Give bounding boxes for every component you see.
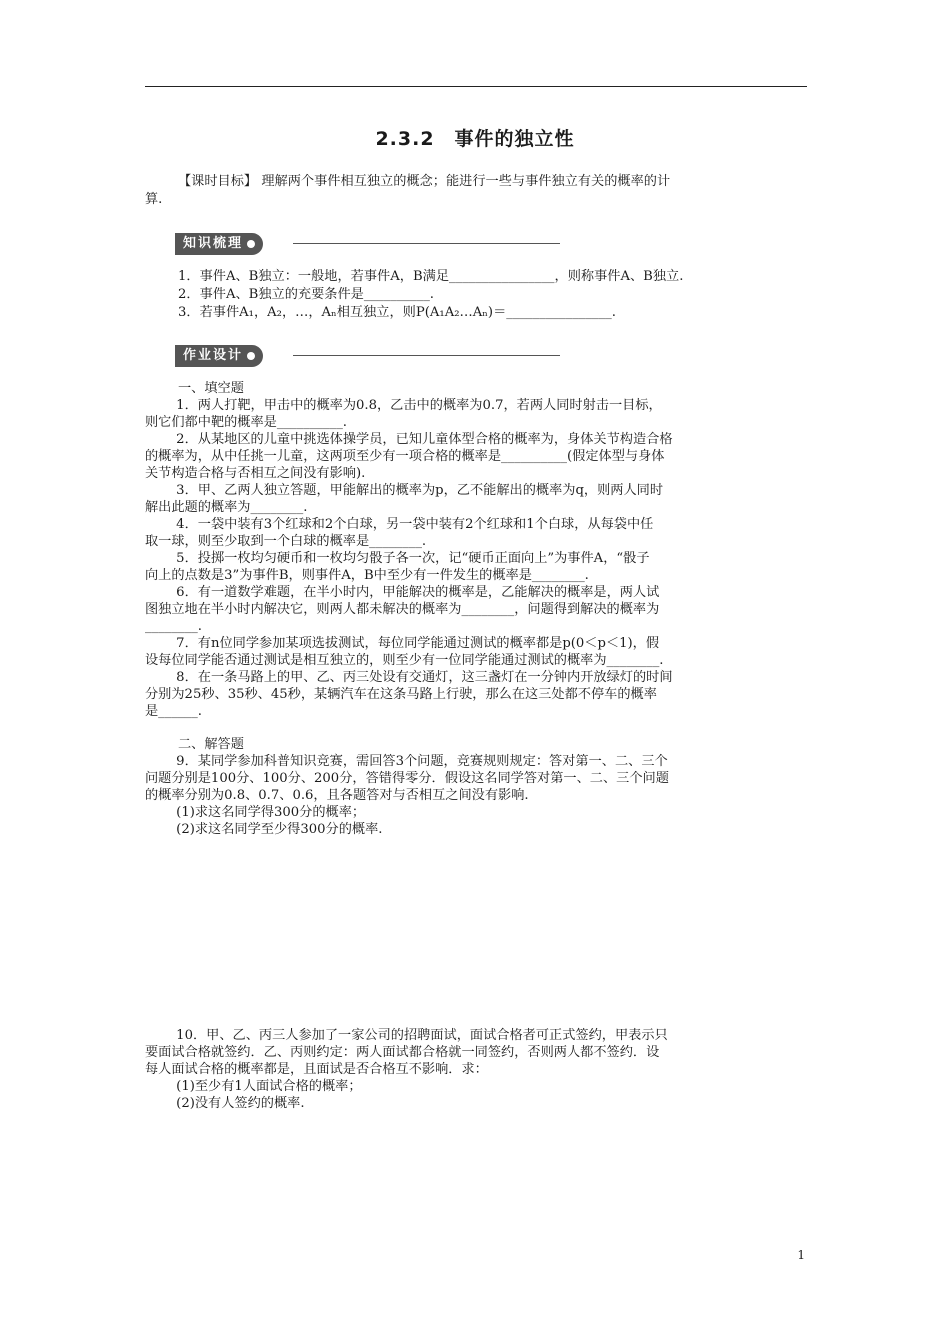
part1-heading: 一、填空题 — [178, 381, 244, 396]
bullet-dot-icon — [247, 352, 255, 360]
q8-line-3: 是______. — [145, 704, 202, 719]
section-label-homework: 作业设计 — [175, 345, 263, 367]
q2-line-1: 2．从某地区的儿童中挑选体操学员，已知儿童体型合格的概率为，身体关节构造合格 — [163, 432, 673, 447]
objective-line-1: 【课时目标】 理解两个事件相互独立的概念；能进行一些与事件独立有关的概率的计 — [178, 174, 671, 189]
q4-line-2: 取一球，则至少取到一个白球的概率是________. — [145, 534, 427, 549]
q9-sub-2: (2)求这名同学至少得300分的概率. — [163, 822, 383, 837]
q6-line-2: 图独立地在半小时内解决它，则两人都未解决的概率为________，问题得到解决的概率为 — [145, 602, 660, 617]
q5-line-1: 5．投掷一枚均匀硬币和一枚均匀骰子各一次，记“硬币正面向上”为事件A，“骰子 — [163, 551, 650, 566]
q3-line-1: 3．甲、乙两人独立答题，甲能解出的概率为p，乙不能解出的概率为q，则两人同时 — [163, 483, 664, 498]
knowledge-item-2: 2．事件A、B独立的充要条件是__________. — [178, 287, 434, 302]
q1-line-1: 1．两人打靶，甲击中的概率为0.8，乙击中的概率为0.7，若两人同时射击一目标， — [163, 398, 662, 413]
page-title: 2.3.2 事件的独立性 — [375, 128, 575, 150]
knowledge-item-1: 1．事件A、B独立：一般地，若事件A，B满足________________，则称事件A、B独立. — [178, 269, 684, 284]
part2-heading: 二、解答题 — [178, 737, 244, 752]
section-band-knowledge — [175, 233, 560, 255]
bullet-dot-icon — [247, 240, 255, 248]
objective-line-2: 算. — [145, 192, 163, 207]
q2-line-2: 的概率为，从中任挑一儿童，这两项至少有一项合格的概率是__________(假定体型与身体 — [145, 449, 665, 464]
q4-line-1: 4．一袋中装有3个红球和2个白球，另一袋中装有2个红球和1个白球，从每袋中任 — [163, 517, 654, 532]
section-band-homework — [175, 345, 560, 367]
q6-line-3: ________. — [145, 619, 202, 634]
q10-sub-1: (1)至少有1人面试合格的概率； — [163, 1079, 362, 1094]
q1-line-2: 则它们都中靶的概率是__________. — [145, 415, 348, 430]
q7-line-1: 7．有n位同学参加某项选拔测试，每位同学能通过测试的概率都是p(0＜p＜1)，假 — [163, 636, 660, 651]
header-rule — [145, 86, 807, 87]
q3-line-2: 解出此题的概率为________. — [145, 500, 308, 515]
q6-line-1: 6．有一道数学难题，在半小时内，甲能解决的概率是，乙能解决的概率是，两人试 — [163, 585, 660, 600]
q8-line-1: 8．在一条马路上的甲、乙、丙三处设有交通灯，这三盏灯在一分钟内开放绿灯的时间 — [163, 670, 673, 685]
q10-line-1: 10．甲、乙、丙三人参加了一家公司的招聘面试，面试合格者可正式签约，甲表示只 — [163, 1028, 668, 1043]
q9-line-2: 问题分别是100分、100分、200分，答错得零分．假设这名同学答对第一、二、三个问题 — [145, 771, 669, 786]
q7-line-2: 设每位同学能否通过测试是相互独立的，则至少有一位同学能通过测试的概率为________. — [145, 653, 664, 668]
q10-sub-2: (2)没有人签约的概率. — [163, 1096, 305, 1111]
q8-line-2: 分别为25秒、35秒、45秒，某辆汽车在这条马路上行驶，那么在这三处都不停车的概率 — [145, 687, 657, 702]
page-number: 1 — [797, 1248, 805, 1262]
knowledge-item-3: 3．若事件A₁，A₂，…，Aₙ相互独立，则P(A₁A₂…Aₙ)＝________________. — [178, 305, 616, 320]
q9-line-1: 9．某同学参加科普知识竞赛，需回答3个问题，竞赛规则规定：答对第一、二、三个 — [163, 754, 668, 769]
q10-line-3: 每人面试合格的概率都是，且面试是否合格互不影响．求： — [145, 1062, 488, 1077]
q9-line-3: 的概率分别为0.8、0.7、0.6，且各题答对与否相互之间没有影响. — [145, 788, 529, 803]
q5-line-2: 向上的点数是3”为事件B，则事件A，B中至少有一件发生的概率是________. — [145, 568, 589, 583]
q2-line-3: 关节构造合格与否相互之间没有影响). — [145, 466, 366, 481]
q10-line-2: 要面试合格就签约．乙、丙则约定：两人面试都合格就一同签约，否则两人都不签约．设 — [145, 1045, 660, 1060]
section-label-knowledge: 知识梳理 — [175, 233, 263, 255]
q9-sub-1: (1)求这名同学得300分的概率； — [163, 805, 366, 820]
